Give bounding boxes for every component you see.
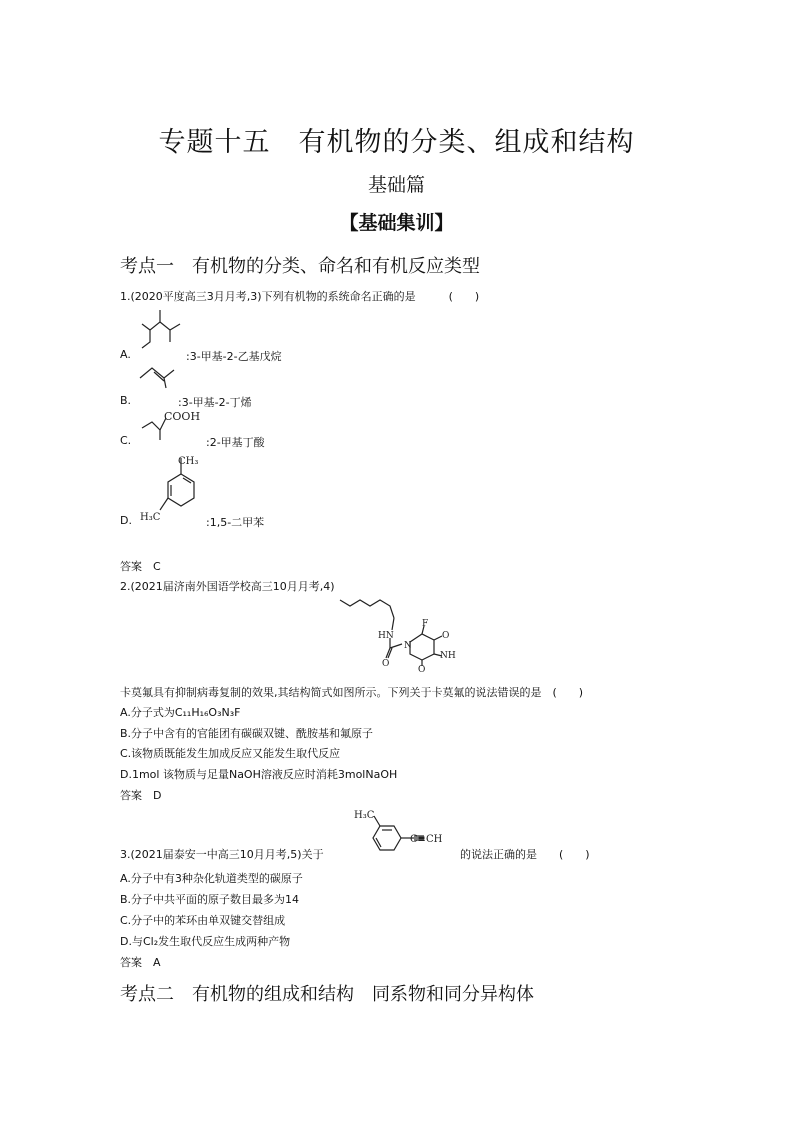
q1-option-a-text: :3-甲基-2-乙基戊烷 (186, 350, 282, 363)
q1-option-d-structure (136, 452, 216, 524)
q2-option-d: D.1mol 该物质与足量NaOH溶液反应时消耗3molNaOH (120, 768, 398, 781)
q3-option-b: B.分子中共平面的原子数目最多为14 (120, 893, 300, 906)
q3-h3c-label: H₃C (354, 810, 375, 821)
q1-option-b-text: :3-甲基-2-丁烯 (178, 396, 252, 409)
q2-option-a: A.分子式为C₁₁H₁₆O₃N₃F (120, 706, 241, 719)
q2-nh-label: NH (440, 651, 456, 661)
q1-option-c-structure (138, 408, 208, 444)
question-1-answer: 答案 C (120, 560, 161, 573)
section-2-heading: 考点二 有机物的组成和结构 同系物和同分异构体 (120, 984, 534, 1005)
q3-option-d: D.与Cl₂发生取代反应生成两种产物 (120, 935, 291, 948)
q1-option-c-letter: C. (120, 434, 132, 447)
q3-structure (350, 806, 460, 858)
q1-option-d-letter: D. (120, 514, 132, 527)
q2-f-label: F (422, 619, 429, 629)
section-1-heading: 考点一 有机物的分类、命名和有机反应类型 (120, 256, 480, 277)
question-3-stem-suffix: 的说法正确的是 ( ) (460, 848, 590, 861)
question-1-stem: 1.(2020平度高三3月月考,3)下列有机物的系统命名正确的是 ( ) (120, 290, 480, 303)
q2-o-label-amide: O (382, 659, 390, 669)
question-2-answer: 答案 D (120, 789, 162, 802)
question-3-stem-prefix: 3.(2021届泰安一中高三10月月考,5)关于 (120, 848, 324, 861)
q1-option-c-cooh-label: COOH (164, 410, 201, 423)
q1-option-c-text: :2-甲基丁酸 (206, 436, 265, 449)
q1-option-d-text: :1,5-二甲苯 (206, 516, 265, 529)
q1-option-a-letter: A. (120, 348, 131, 361)
q3-option-a: A.分子中有3种杂化轨道类型的碳原子 (120, 872, 303, 885)
q2-o-label-bottom: O (418, 665, 426, 675)
question-2-stem: 2.(2021届济南外国语学校高三10月月考,4) (120, 580, 335, 593)
q2-option-b: B.分子中含有的官能团有碳碳双键、酰胺基和氟原子 (120, 727, 374, 740)
question-2-description: 卡莫氟具有抑制病毒复制的效果,其结构简式如图所示。下列关于卡莫氟的说法错误的是 ( ) (120, 686, 584, 699)
q2-option-c: C.该物质既能发生加成反应又能发生取代反应 (120, 747, 341, 760)
question-3-answer: 答案 A (120, 956, 161, 969)
q1-option-b-letter: B. (120, 394, 132, 407)
page-title: 专题十五 有机物的分类、组成和结构 (158, 127, 635, 158)
q2-o-label-right: O (442, 631, 450, 641)
q1-option-d-ch3-label: CH₃ (178, 456, 199, 467)
page-subtitle: 基础篇 (367, 174, 425, 196)
q2-n-label: N (404, 641, 412, 651)
q1-option-d-h3c-label: H₃C (140, 512, 161, 523)
q3-cch-label: C≡CH (410, 834, 443, 845)
section-heading-basic-training: 【基础集训】 (339, 212, 454, 234)
q2-hn-label: HN (378, 631, 394, 641)
q1-option-b-structure (138, 364, 188, 388)
q3-option-c: C.分子中的苯环由单双键交替组成 (120, 914, 286, 927)
q2-carmofur-structure (336, 596, 456, 675)
